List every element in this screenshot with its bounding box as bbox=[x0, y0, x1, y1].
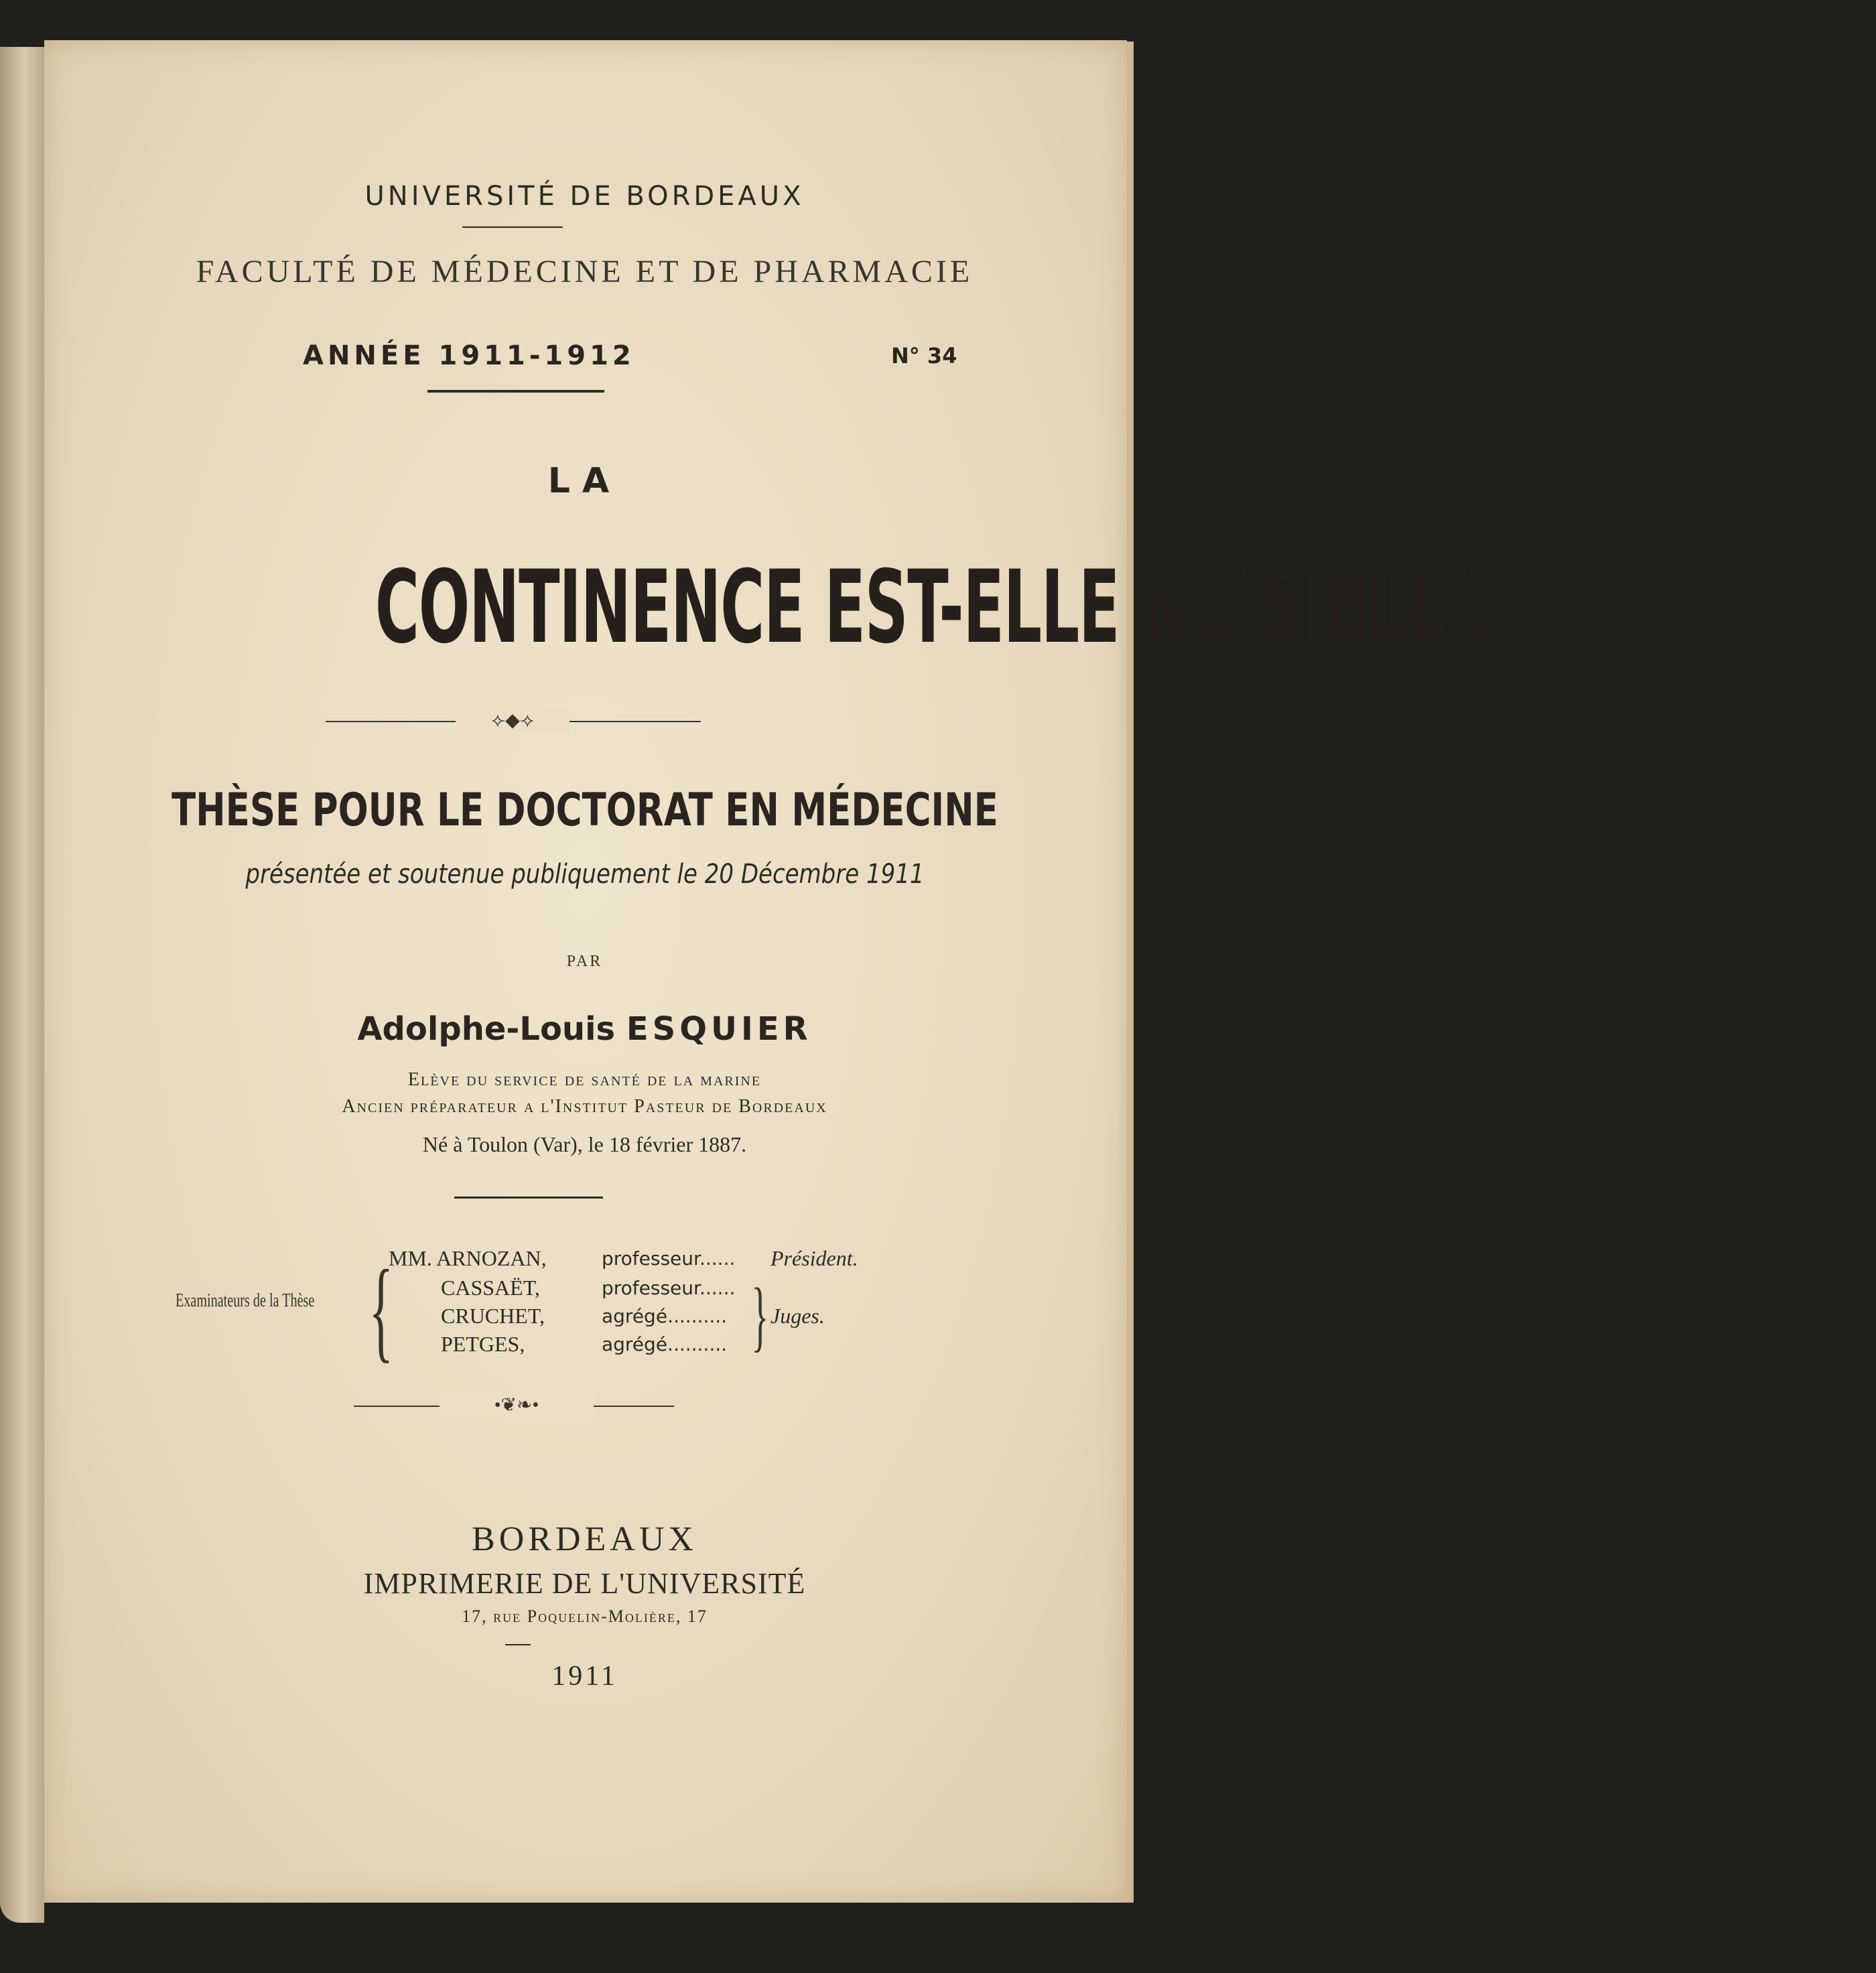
examiner-name: ARNOZAN, bbox=[436, 1246, 547, 1270]
ornament-icon: •❦❧• bbox=[440, 1393, 594, 1416]
thesis-number: N° 34 bbox=[891, 343, 957, 368]
author-surname: ESQUIER bbox=[626, 1010, 812, 1048]
examiner-name: PETGES, bbox=[441, 1332, 525, 1356]
imprint-address: 17, rue Poquelin-Molière, 17 bbox=[462, 1607, 708, 1626]
author-title-1: Elève du service de santé de la marine bbox=[407, 1069, 762, 1090]
thesis-title bbox=[0, 549, 1501, 666]
right-brace-icon: } bbox=[751, 1272, 769, 1359]
examiner-title: professeur...... bbox=[602, 1277, 736, 1299]
imprint-city: BORDEAUX bbox=[472, 1520, 697, 1558]
examiners-label: Examinateurs de la Thèse bbox=[176, 1290, 315, 1311]
thesis-title-text: CONTINENCE EST-ELLE NUISIBLE ? bbox=[375, 549, 1501, 666]
faculty-name: FACULTÉ DE MÉDECINE ET DE PHARMACIE bbox=[196, 254, 974, 289]
examiner-title: agrégé.......... bbox=[602, 1305, 728, 1327]
thesis-heading bbox=[0, 784, 1169, 837]
author-first-names: Adolphe-Louis bbox=[357, 1010, 616, 1048]
title-article: LA bbox=[547, 461, 622, 501]
examiner-title: professeur...... bbox=[602, 1247, 736, 1270]
presentation-text: présentée et soutenue publiquement le 20 Décembre 1911 bbox=[245, 859, 925, 890]
facing-page-edge bbox=[0, 47, 44, 1923]
examiner-row bbox=[389, 1246, 547, 1271]
divider bbox=[505, 1644, 531, 1645]
divider bbox=[462, 226, 563, 228]
examiner-title: agrégé.......... bbox=[602, 1333, 728, 1355]
imprint-printer: IMPRIMERIE DE L'UNIVERSITÉ bbox=[363, 1567, 806, 1600]
examiner-name: CASSAËT, bbox=[441, 1276, 540, 1300]
ornament-icon: ⟣◆⟢ bbox=[456, 709, 570, 732]
academic-year: ANNÉE 1911-1912 bbox=[303, 340, 635, 371]
divider bbox=[427, 390, 604, 393]
examiner-prefix: MM. bbox=[389, 1246, 432, 1270]
presentation-line bbox=[0, 859, 1169, 890]
imprint-year: 1911 bbox=[551, 1661, 618, 1692]
par-label: PAR bbox=[566, 953, 603, 970]
president-role: Président. bbox=[770, 1246, 858, 1270]
examiner-name: CRUCHET, bbox=[441, 1304, 545, 1328]
thesis-heading-text: THÈSE POUR LE DOCTORAT EN MÉDECINE bbox=[171, 784, 998, 837]
judges-role: Juges. bbox=[770, 1304, 825, 1328]
author-title-2: Ancien préparateur a l'Institut Pasteur de Bordeaux bbox=[342, 1096, 827, 1117]
left-brace-icon: { bbox=[368, 1247, 394, 1373]
author-name bbox=[0, 1010, 1169, 1048]
author-birth: Né à Toulon (Var), le 18 février 1887. bbox=[422, 1132, 747, 1156]
university-name: UNIVERSITÉ DE BORDEAUX bbox=[364, 181, 805, 212]
divider bbox=[454, 1197, 603, 1199]
